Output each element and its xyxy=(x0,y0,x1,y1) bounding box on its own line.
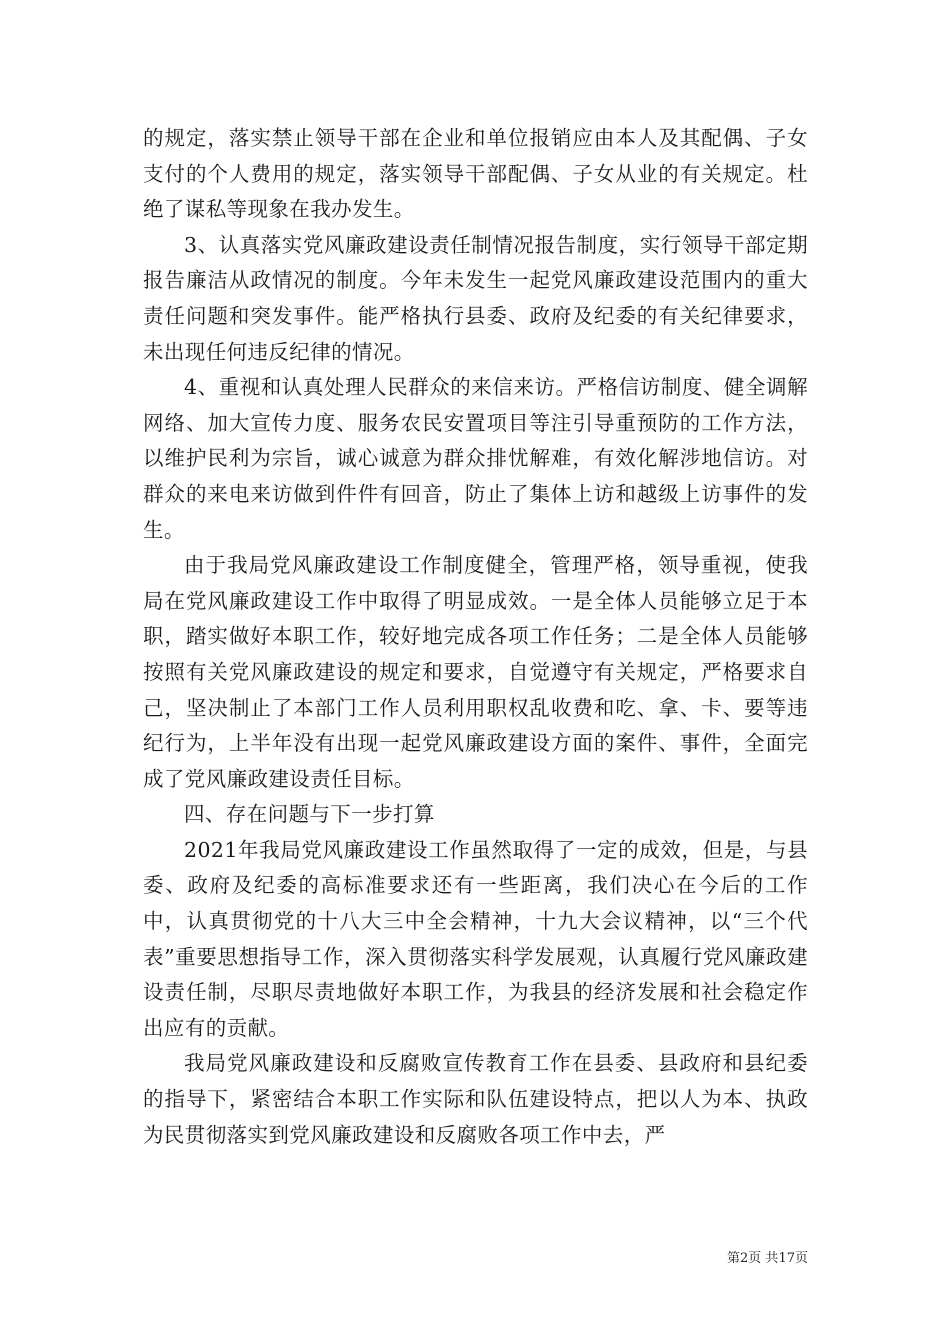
paragraph-item-3: 3、认真落实党风廉政建设责任制情况报告制度，实行领导干部定期报告廉洁从政情况的制度。今年未发生一起党风廉政建设范围内的重大责任问题和突发事件。能严格执行县委、政府及纪委的有关纪律要求，未出现任何违反纪律的情况。 xyxy=(143,232,808,364)
page-number-footer xyxy=(0,1247,808,1266)
footer-suffix: 页 xyxy=(794,1251,808,1266)
footer-prefix: 第 xyxy=(727,1251,741,1266)
paragraph-plans: 2021年我局党风廉政建设工作虽然取得了一定的成效，但是，与县委、政府及纪委的高标准要求还有一些距离，我们决心在今后的工作中，认真贯彻党的十八大三中全会精神，十九大会议精神，以“三个代表”重要思想指导工作，深入贯彻落实科学发展观，认真履行党风廉政建设责任制，尽职尽责地做好本职工作，为我县的经济发展和社会稳定作出应有的贡献。 xyxy=(143,837,808,1040)
footer-current-page: 2 xyxy=(740,1251,749,1266)
paragraph-education: 我局党风廉政建设和反腐败宣传教育工作在县委、县政府和县纪委的指导下，紧密结合本职工作实际和队伍建设特点，把以人为本、执政为民贯彻落实到党风廉政建设和反腐败各项工作中去，严 xyxy=(143,1051,808,1147)
paragraph-item-4: 4、重视和认真处理人民群众的来信来访。严格信访制度、健全调解网络、加大宣传力度、服务农民安置项目等注引导重预防的工作方法，以维护民利为宗旨，诚心诚意为群众排忧解难，有效化解涉地信访。对群众的来电来访做到件件有回音，防止了集体上访和越级上访事件的发生。 xyxy=(143,375,808,542)
paragraph-results: 由于我局党风廉政建设工作制度健全，管理严格，领导重视，使我局在党风廉政建设工作中取得了明显成效。一是全体人员能够立足于本职，踏实做好本职工作，较好地完成各项工作任务；二是全体人员能够按照有关党风廉政建设的规定和要求，自觉遵守有关规定，严格要求自己，坚决制止了本部门工作人员利用职权乱收费和吃、拿、卡、要等违纪行为，上半年没有出现一起党风廉政建设方面的案件、事件，全面完成了党风廉政建设责任目标。 xyxy=(143,553,808,791)
document-body xyxy=(143,121,808,1153)
footer-middle: 页 共 xyxy=(748,1251,779,1266)
paragraph-continuation: 的规定，落实禁止领导干部在企业和单位报销应由本人及其配偶、子女支付的个人费用的规定，落实领导干部配偶、子女从业的有关规定。杜绝了谋私等现象在我办发生。 xyxy=(143,126,808,222)
footer-total-pages: 17 xyxy=(778,1251,795,1266)
section-heading-problems: 四、存在问题与下一步打算 xyxy=(184,802,435,827)
